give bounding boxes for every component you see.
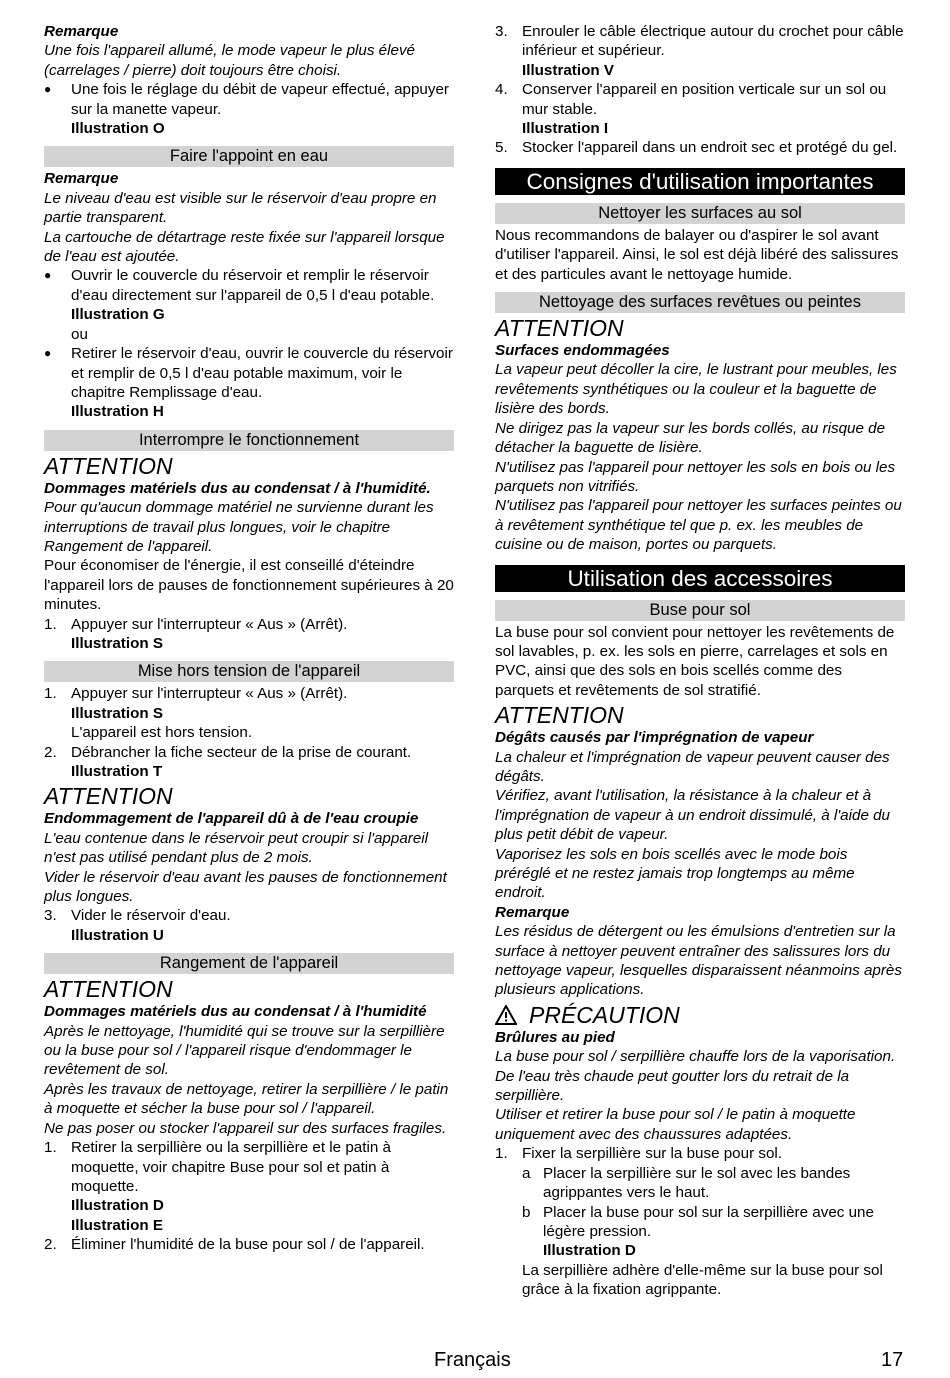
section-heading-interrompre-le-fonctionnement: Interrompre le fonctionnement xyxy=(44,430,454,451)
note-text: Vérifiez, avant l'utilisation, la résistance à la chaleur et à l'imprégnation de vapeur à un endroit dissimulé, à l'aide du plus petit débit de vapeur. xyxy=(495,787,891,844)
step-number: 3. xyxy=(44,907,57,925)
note-text: Après les travaux de nettoyage, retirer la serpillière / le patin à moquette et sécher la buse pour sol / l'appareil. xyxy=(44,1080,449,1118)
note-text: Vider le réservoir d'eau avant les pauses de fonctionnement plus longues. xyxy=(44,868,447,906)
paragraph: La buse pour sol convient pour nettoyer les revêtements de sol lavables, p. ex. les sols en pierre, carrelages et sols en PVC, ainsi que des sols en bois scellés comme des parquets et revêtements de sol stratifié. xyxy=(495,623,895,699)
attention-heading: ATTENTION xyxy=(44,452,173,479)
illustration-reference: Illustration H xyxy=(71,403,164,421)
section-heading-nettoyage-des-surfaces-revetues-ou-peint: Nettoyage des surfaces revêtues ou peintes xyxy=(495,292,905,313)
illustration-reference: Illustration V xyxy=(522,61,614,79)
numbered-step xyxy=(44,615,454,634)
numbered-step xyxy=(44,906,454,925)
illustration-reference: Illustration I xyxy=(522,120,609,138)
bullet-item: ● Une fois le réglage du débit de vapeur effectué, appuyer sur la manette vapeur. xyxy=(44,80,454,119)
illustration-reference: Illustration D xyxy=(71,1197,164,1215)
numbered-step xyxy=(44,684,454,703)
step-number: 2. xyxy=(44,743,57,761)
note-text: La chaleur et l'imprégnation de vapeur peuvent causer des dégâts. xyxy=(495,748,890,785)
step-number: 1. xyxy=(44,1139,57,1157)
numbered-step xyxy=(44,1235,454,1254)
emphasis-label: Surfaces endommagées xyxy=(495,342,670,360)
emphasis-label: Remarque xyxy=(495,903,570,921)
illustration-reference: Illustration E xyxy=(71,1216,163,1234)
attention-heading: ATTENTION xyxy=(44,783,173,810)
page-number: 17 xyxy=(881,1349,904,1371)
paragraph: Nous recommandons de balayer ou d'aspirer le sol avant d'utiliser l'appareil. Ainsi, le sol est déjà libéré des salissures et des particules avant le nettoyage humide. xyxy=(495,226,899,283)
step-number: 2. xyxy=(44,1236,57,1254)
text: Appuyer sur l'interrupteur « Aus » (Arrêt). xyxy=(71,685,348,703)
text: Fixer la serpillière sur la buse pour sol. xyxy=(522,1145,782,1163)
note-text: Vaporisez les sols en bois scellés avec le mode bois préréglé et ne restez jamais trop longtemps au même endroit. xyxy=(495,845,855,902)
note-text: La buse pour sol / serpillière chauffe lors de la vaporisation. xyxy=(495,1048,896,1066)
sub-step xyxy=(495,1203,905,1242)
attention-heading: ATTENTION xyxy=(44,976,173,1003)
note-text: Ne pas poser ou stocker l'appareil sur des surfaces fragiles. xyxy=(44,1119,447,1137)
note-text: Pour qu'aucun dommage matériel ne survienne durant les interruptions de travail plus longues, voir le chapitre Rangement de l'appareil. xyxy=(44,499,434,555)
right-column xyxy=(495,22,905,1300)
bullet-item: ● Ouvrir le couvercle du réservoir et remplir le réservoir d'eau directement sur l'appareil de 0,5 l d'eau potable. xyxy=(44,266,454,305)
emphasis-label: Dommages matériels dus au condensat / à l'humidité. xyxy=(44,479,431,497)
text: Stocker l'appareil dans un endroit sec et protégé du gel. xyxy=(522,139,898,157)
note-text: La vapeur peut décoller la cire, le lustrant pour meubles, les revêtements synthétiques ou la couleur et la baguette de lisière des bords. xyxy=(495,361,897,418)
note-text: N'utilisez pas l'appareil pour nettoyer les surfaces peintes ou à revêtement synthétique tel que p. ex. les meubles de cuisine ou de maison, portes ou parquets. xyxy=(495,497,902,554)
text: Appuyer sur l'interrupteur « Aus » (Arrêt). xyxy=(71,615,348,633)
section-heading-rangement-de-l-appareil: Rangement de l'appareil xyxy=(44,953,454,974)
emphasis-label: Remarque xyxy=(44,23,119,40)
emphasis-label: Dégâts causés par l'imprégnation de vapeur xyxy=(495,729,814,747)
illustration-reference: Illustration T xyxy=(71,763,163,780)
illustration-reference: Illustration G xyxy=(71,306,165,324)
note-text: L'eau contenue dans le réservoir peut croupir si l'appareil n'est pas utilisé pendant plus de 2 mois. xyxy=(44,829,429,867)
section-heading-faire-l-appoint-en-eau: Faire l'appoint en eau xyxy=(44,146,454,167)
step-number: 5. xyxy=(495,139,508,157)
note-text: Ne dirigez pas la vapeur sur les bords collés, au risque de détacher la baguette de lisière. xyxy=(495,419,886,457)
note-text: Une fois l'appareil allumé, le mode vapeur le plus élevé (carrelages / pierre) doit toujours être choisi. xyxy=(44,42,415,79)
emphasis-label: Remarque xyxy=(44,170,119,188)
text: PRÉCAUTION xyxy=(529,1001,680,1028)
sub-step xyxy=(495,1164,905,1203)
left-column xyxy=(44,22,454,1255)
numbered-step xyxy=(44,743,454,762)
note-text: La cartouche de détartrage reste fixée sur l'appareil lorsque de l'eau est ajoutée. xyxy=(44,228,445,266)
step-number: 1. xyxy=(495,1145,508,1163)
emphasis-label: Dommages matériels dus au condensat / à l'humidité xyxy=(44,1003,427,1021)
numbered-step xyxy=(44,1138,454,1196)
emphasis-label: Endommagement de l'appareil dû à de l'eau croupie xyxy=(44,810,419,828)
note-text: Après le nettoyage, l'humidité qui se trouve sur la serpillière ou la buse pour sol / l'appareil risque d'endommager le revêtement de sol. xyxy=(44,1022,445,1079)
text: Vider le réservoir d'eau. xyxy=(71,907,231,925)
step-number: 1. xyxy=(44,685,57,703)
step-number: 1. xyxy=(44,615,57,633)
text: Éliminer l'humidité de la buse pour sol / de l'appareil. xyxy=(71,1236,425,1254)
indented-text: L'appareil est hors tension. xyxy=(71,724,253,742)
numbered-step xyxy=(495,1144,905,1163)
attention-heading: ATTENTION xyxy=(495,702,624,729)
note-text: De l'eau très chaude peut goutter lors du retrait de la serpillière. xyxy=(495,1067,850,1105)
indented-text: ou xyxy=(71,325,88,343)
note-text: N'utilisez pas l'appareil pour nettoyer les sols en bois ou les parquets non vitrifiés. xyxy=(495,458,896,495)
step-number: 4. xyxy=(495,81,508,99)
sub-step-letter: a xyxy=(522,1164,531,1182)
section-heading-mise-hors-tension-de-l-appareil: Mise hors tension de l'appareil xyxy=(44,661,454,682)
chapter-heading-consignes-d-utilisation-importantes: Consignes d'utilisation importantes xyxy=(495,168,905,195)
illustration-reference: Illustration U xyxy=(71,926,164,944)
text: Placer la serpillière sur le sol avec les bandes agrippantes vers le haut. xyxy=(543,1164,851,1202)
illustration-reference: Illustration D xyxy=(543,1242,636,1260)
paragraph: Pour économiser de l'énergie, il est conseillé d'éteindre l'appareil lors de pauses de fonctionnement supérieures à 20 minutes. xyxy=(44,557,454,614)
section-heading-nettoyer-les-surfaces-au-sol: Nettoyer les surfaces au sol xyxy=(495,203,905,224)
indented-text: La serpillière adhère d'elle-même sur la buse pour sol grâce à la fixation agrippante. xyxy=(522,1261,883,1299)
text: Placer la buse pour sol sur la serpillière avec une légère pression. xyxy=(543,1203,874,1240)
bullet-item: ● Retirer le réservoir d'eau, ouvrir le couvercle du réservoir et remplir de 0,5 l d'eau potable maximum, voir le chapitre Remplissage d'eau. xyxy=(44,344,454,402)
text: Retirer la serpillière ou la serpillière et le patin à moquette, voir chapitre Buse pour sol et patin à moquette. xyxy=(71,1139,391,1195)
caution-heading xyxy=(495,1003,905,1028)
chapter-heading-utilisation-des-accessoires: Utilisation des accessoires xyxy=(495,565,905,592)
step-number: 3. xyxy=(495,23,508,40)
warning-triangle-icon xyxy=(495,1002,529,1028)
footer-language: Français xyxy=(434,1349,511,1371)
note-text: Les résidus de détergent ou les émulsions d'entretien sur la surface à nettoyer peuvent entraîner des salissures lors du nettoyage vapeur, lesquelles disparaissent néanmoins après plusieurs applications. xyxy=(495,923,902,999)
illustration-reference: Illustration S xyxy=(71,634,163,652)
numbered-step xyxy=(495,80,905,119)
numbered-step xyxy=(495,138,905,157)
note-text: Le niveau d'eau est visible sur le réservoir d'eau propre en partie transparent. xyxy=(44,189,437,227)
illustration-reference: Illustration S xyxy=(71,704,163,722)
note-text: Utiliser et retirer la buse pour sol / le patin à moquette uniquement avec des chaussures adaptées. xyxy=(495,1106,856,1143)
sub-step-letter: b xyxy=(522,1203,531,1221)
emphasis-label: Brûlures au pied xyxy=(495,1028,615,1046)
attention-heading: ATTENTION xyxy=(495,315,624,342)
numbered-step xyxy=(495,22,905,61)
illustration-reference: Illustration O xyxy=(71,120,165,138)
section-heading-buse-pour-sol: Buse pour sol xyxy=(495,600,905,621)
text: Conserver l'appareil en position verticale sur un sol ou mur stable. xyxy=(522,81,887,118)
text: Enrouler le câble électrique autour du crochet pour câble inférieur et supérieur. xyxy=(522,23,904,60)
text: Débrancher la fiche secteur de la prise de courant. xyxy=(71,743,412,761)
